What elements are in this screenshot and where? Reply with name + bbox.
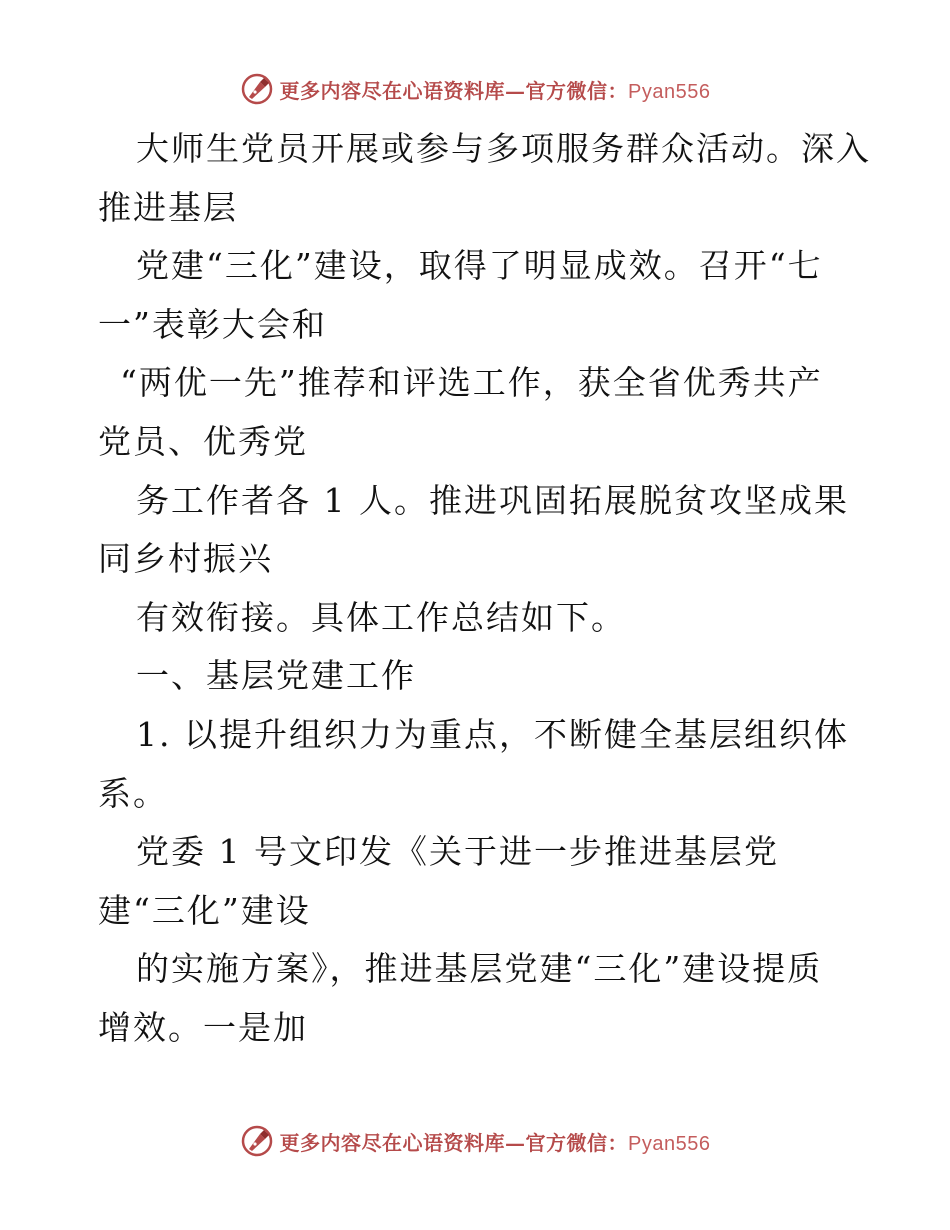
body-line: 党员、优秀党 — [98, 421, 308, 461]
watermark-text: 更多内容尽在心语资料库—官方微信：Pyan556 — [279, 78, 711, 103]
body-line: 党建“三化”建设，取得了明显成效。召开“七 — [136, 246, 823, 286]
subsection-heading: 1. 以提升组织力为重点，不断健全基层组织体 — [136, 714, 849, 754]
section-heading: 一、基层党建工作 — [136, 656, 416, 696]
footer-watermark — [0, 1124, 950, 1158]
header-watermark — [0, 72, 950, 106]
watermark-handle: Pyan556 — [628, 1132, 711, 1155]
watermark-handle: Pyan556 — [628, 80, 711, 103]
body-line: 党委 1 号文印发《关于进一步推进基层党 — [136, 832, 779, 872]
body-line: 同乡村振兴 — [98, 539, 273, 579]
body-line: 大师生党员开展或参与多项服务群众活动。深入 — [136, 129, 871, 168]
watermark-text: 更多内容尽在心语资料库—官方微信：Pyan556 — [279, 1130, 711, 1155]
document-body — [98, 120, 871, 1058]
pen-nib-icon — [240, 1124, 274, 1158]
body-line: 增效。一是加 — [98, 1007, 308, 1047]
body-line: 一”表彰大会和 — [98, 304, 327, 344]
body-line: 推进基层 — [98, 187, 238, 227]
body-line: 有效衔接。具体工作总结如下。 — [136, 597, 626, 637]
body-line: 的实施方案》，推进基层党建“三化”建设提质 — [136, 949, 823, 989]
pen-nib-icon — [240, 72, 274, 106]
body-line: 建“三化”建设 — [98, 890, 311, 930]
body-line: 务工作者各 1 人。推进巩固拓展脱贫攻坚成果 — [136, 480, 849, 520]
body-line: 系。 — [98, 773, 168, 813]
body-line: “两优一先”推荐和评选工作，获全省优秀共产 — [120, 363, 823, 403]
